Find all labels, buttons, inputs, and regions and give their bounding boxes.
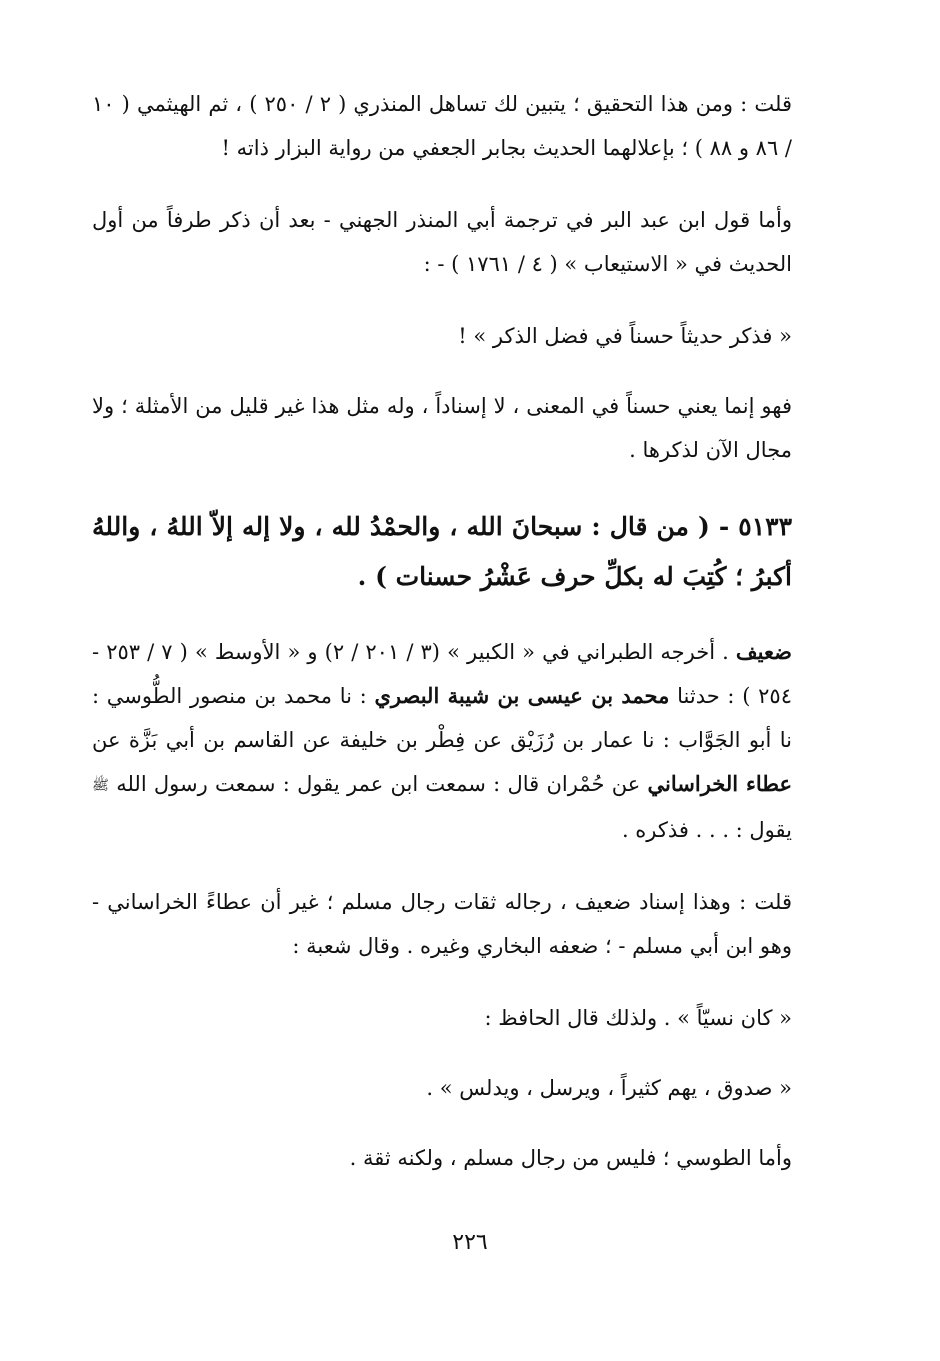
paragraph-tusi: وأما الطوسي ؛ فليس من رجال مسلم ، ولكنه ثقة . — [349, 1145, 792, 1170]
page-body — [92, 82, 830, 1208]
paragraph-ibn-abd-al-barr: وأما قول ابن عبد البر في ترجمة أبي المنذر الجهني - بعد أن ذكر طرفاً من أول الحديث في « الاستيعاب » ( ٤ / ١٧٦١ ) - : — [92, 208, 792, 276]
takhrij-text-c: عن حُمْران قال : سمعت ابن عمر يقول : سمعت رسول الله — [116, 772, 641, 796]
narrator-name-khurasani: عطاء الخراساني — [647, 771, 793, 796]
salawat-symbol: ﷺ — [92, 777, 109, 794]
paragraph-takhrij — [92, 630, 830, 852]
paragraph-mundhiri-laxity: قلت : ومن هذا التحقيق ؛ يتبين لك تساهل المنذري ( ٢ / ٢٥٠ ) ، ثم الهيثمي ( ١٠ / ٨٦ و ٨٨ ) ؛ بإعلالهما الحديث بجابر الجعفي من رواية البزار ذاته ! — [92, 92, 792, 160]
grade-label: ضعيف — [735, 639, 792, 664]
paragraph-meaning-not-isnad: فهو إنما يعني حسناً في المعنى ، لا إسناداً ، وله مثل هذا غير قليل من الأمثلة ؛ ولا مجال الآن لذكرها . — [92, 394, 792, 462]
quote-hafiz: « صدوق ، يهم كثيراً ، ويرسل ، ويدلس » . — [426, 1075, 792, 1100]
narrator-name-basri: محمد بن عيسى بن شيبة البصري — [374, 683, 670, 708]
hadith-5133-text: ٥١٣٣ - ( من قال : سبحانَ الله ، والحمْدُ لله ، ولا إله إلاّ اللهُ ، واللهُ أكبرُ ؛ كُتِبَ له بكلِّ حرف عَشْرُ حسنات ) . — [92, 512, 792, 591]
takhrij-text-a: . أخرجه الطبراني في « الكبير » (٣ / ٢٠١ / ٢) و « الأوسط » ( ٧ / ٢٥٣ - ٢٥٤ ) : حدثنا — [92, 640, 792, 708]
page-number: ٢٢٦ — [452, 1230, 488, 1255]
takhrij-text-b: : نا محمد بن منصور الطُّوسي : نا أبو الجَوَّاب : نا عمار بن رُزَيْق عن فِطْر بن خليفة عن القاسم بن أبي بَزَّة عن — [92, 684, 792, 752]
takhrij-text-d: يقول : . . . فذكره . — [621, 817, 792, 842]
quote-shuba: « كان نسيّاً » . ولذلك قال الحافظ : — [484, 1005, 792, 1030]
quote-hasan-hadith: « فذكر حديثاً حسناً في فضل الذكر » ! — [458, 324, 792, 348]
paragraph-isnad-weak: قلت : وهذا إسناد ضعيف ، رجاله ثقات رجال مسلم ؛ غير أن عطاءً الخراساني - وهو ابن أبي مسلم - ؛ ضعفه البخاري وغيره . وقال شعبة : — [92, 889, 792, 958]
